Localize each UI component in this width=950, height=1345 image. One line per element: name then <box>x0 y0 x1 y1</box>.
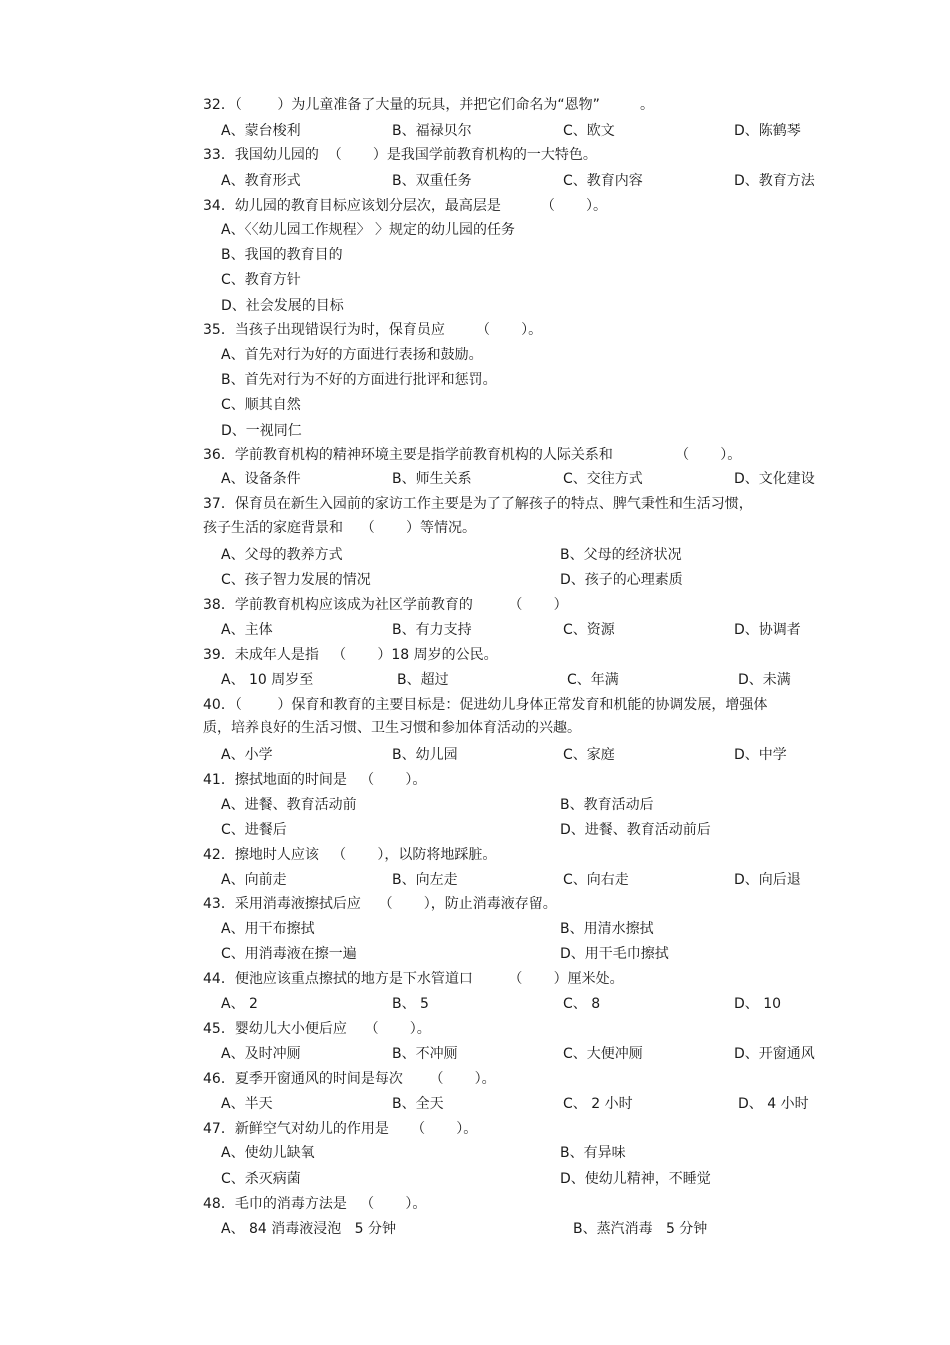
question-42-stem: 42．擦地时人应该 （ ），以防将地踩脏。 <box>203 847 497 863</box>
question-43-stem: 43．采用消毒液擦拭后应 （ ），防止消毒液存留。 <box>203 896 557 912</box>
question-44-option-d: D、 10 <box>734 996 782 1012</box>
question-39-option-c: C、年满 <box>567 672 619 688</box>
question-41-stem: 41．擦拭地面的时间是 （ ）。 <box>203 772 427 788</box>
question-48-option-b: B、蒸汽消毒 5 分钟 <box>573 1221 708 1237</box>
question-46-option-a: A、半天 <box>221 1096 273 1112</box>
question-46-option-d: D、 4 小时 <box>738 1096 809 1112</box>
question-33-option-b: B、双重任务 <box>392 173 472 189</box>
question-41-option-b: B、教育活动后 <box>560 797 654 813</box>
question-40-option-a: A、小学 <box>221 747 273 763</box>
question-43-option-a: A、用干布擦拭 <box>221 921 315 937</box>
question-46-option-c: C、 2 小时 <box>563 1096 633 1112</box>
question-38-option-a: A、主体 <box>221 622 273 638</box>
question-32-option-c: C、欧文 <box>563 123 615 139</box>
question-39-option-d: D、未满 <box>738 672 791 688</box>
question-37-option-c: C、孩子智力发展的情况 <box>221 572 371 588</box>
question-41-option-c: C、进餐后 <box>221 822 287 838</box>
question-45-option-a: A、及时冲厕 <box>221 1046 301 1062</box>
question-34-option-c: C、教育方针 <box>221 272 301 288</box>
question-35-stem: 35．当孩子出现错误行为时，保育员应 （ ）。 <box>203 322 543 338</box>
question-37-option-a: A、父母的教养方式 <box>221 547 343 563</box>
question-32-stem: 32．（ ）为儿童准备了大量的玩具，并把它们命名为“恩物” 。 <box>203 97 654 113</box>
question-37-option-b: B、父母的经济状况 <box>560 547 682 563</box>
question-42-option-c: C、向右走 <box>563 872 629 888</box>
question-32-option-a: A、蒙台梭利 <box>221 123 301 139</box>
question-35-option-b: B、首先对行为不好的方面进行批评和惩罚。 <box>221 372 497 388</box>
question-47-stem: 47．新鲜空气对幼儿的作用是 （ ）。 <box>203 1121 478 1137</box>
question-35-option-d: D、一视同仁 <box>221 423 302 439</box>
question-34-option-d: D、社会发展的目标 <box>221 298 344 314</box>
question-37-stem: 37．保育员在新生入园前的家访工作主要是为了了解孩子的特点、脾气秉性和生活习惯， <box>203 496 753 512</box>
question-47-option-c: C、杀灭病菌 <box>221 1171 301 1187</box>
question-46-stem: 46．夏季开窗通风的时间是每次 （ ）。 <box>203 1071 496 1087</box>
question-32-option-d: D、陈鹤琴 <box>734 123 801 139</box>
question-42-option-b: B、向左走 <box>392 872 458 888</box>
question-40-stem-continued: 质，培养良好的生活习惯、卫生习惯和参加体育活动的兴趣。 <box>203 720 581 736</box>
question-44-option-b: B、 5 <box>392 996 429 1012</box>
question-46-option-b: B、全天 <box>392 1096 444 1112</box>
question-36-option-d: D、文化建设 <box>734 471 815 487</box>
question-33-option-d: D、教育方法 <box>734 173 815 189</box>
question-44-option-c: C、 8 <box>563 996 601 1012</box>
question-39-stem: 39．未成年人是指 （ ）18 周岁的公民。 <box>203 647 498 663</box>
question-36-stem: 36．学前教育机构的精神环境主要是指学前教育机构的人际关系和 （ ）。 <box>203 447 742 463</box>
question-43-option-d: D、用干毛巾擦拭 <box>560 946 669 962</box>
question-33-option-c: C、教育内容 <box>563 173 643 189</box>
question-36-option-a: A、设备条件 <box>221 471 301 487</box>
question-45-option-d: D、开窗通风 <box>734 1046 815 1062</box>
question-34-stem: 34．幼儿园的教育目标应该划分层次，最高层是 （ ）。 <box>203 198 608 214</box>
question-40-option-d: D、中学 <box>734 747 787 763</box>
question-42-option-a: A、向前走 <box>221 872 287 888</box>
question-39-option-b: B、超过 <box>397 672 449 688</box>
question-36-option-c: C、交往方式 <box>563 471 643 487</box>
question-48-stem: 48．毛巾的消毒方法是 （ ）。 <box>203 1196 427 1212</box>
question-38-option-c: C、资源 <box>563 622 615 638</box>
question-41-option-d: D、进餐、教育活动前后 <box>560 822 711 838</box>
question-44-option-a: A、 2 <box>221 996 258 1012</box>
question-38-option-d: D、协调者 <box>734 622 801 638</box>
question-44-stem: 44．便池应该重点擦拭的地方是下水管道口 （ ）厘米处。 <box>203 971 624 987</box>
question-37-option-d: D、孩子的心理素质 <box>560 572 683 588</box>
question-40-stem: 40．（ ）保育和教育的主要目标是：促进幼儿身体正常发育和机能的协调发展，增强体 <box>203 697 768 713</box>
question-41-option-a: A、进餐、教育活动前 <box>221 797 357 813</box>
question-32-option-b: B、福禄贝尔 <box>392 123 472 139</box>
question-43-option-b: B、用清水擦拭 <box>560 921 654 937</box>
question-42-option-d: D、向后退 <box>734 872 801 888</box>
question-38-stem: 38．学前教育机构应该成为社区学前教育的 （ ） <box>203 597 568 613</box>
question-34-option-a: A、〈〈幼儿园工作规程〉 〉规定的幼儿园的任务 <box>221 222 516 238</box>
question-35-option-c: C、顺其自然 <box>221 397 301 413</box>
question-47-option-b: B、有异味 <box>560 1145 626 1161</box>
question-47-option-a: A、使幼儿缺氧 <box>221 1145 315 1161</box>
question-45-option-c: C、大便冲厕 <box>563 1046 643 1062</box>
question-37-stem-continued: 孩子生活的家庭背景和 （ ）等情况。 <box>203 520 476 536</box>
question-43-option-c: C、用消毒液在擦一遍 <box>221 946 357 962</box>
question-47-option-d: D、使幼儿精神，不睡觉 <box>560 1171 711 1187</box>
question-45-option-b: B、不冲厕 <box>392 1046 458 1062</box>
question-40-option-c: C、家庭 <box>563 747 615 763</box>
question-38-option-b: B、有力支持 <box>392 622 472 638</box>
question-48-option-a: A、 84 消毒液浸泡 5 分钟 <box>221 1221 396 1237</box>
question-33-stem: 33．我国幼儿园的 （ ）是我国学前教育机构的一大特色。 <box>203 147 597 163</box>
question-40-option-b: B、幼儿园 <box>392 747 458 763</box>
question-35-option-a: A、首先对行为好的方面进行表扬和鼓励。 <box>221 347 483 363</box>
question-39-option-a: A、 10 周岁至 <box>221 672 314 688</box>
question-36-option-b: B、师生关系 <box>392 471 472 487</box>
question-33-option-a: A、教育形式 <box>221 173 301 189</box>
question-45-stem: 45．婴幼儿大小便后应 （ ）。 <box>203 1021 431 1037</box>
question-34-option-b: B、我国的教育目的 <box>221 247 343 263</box>
